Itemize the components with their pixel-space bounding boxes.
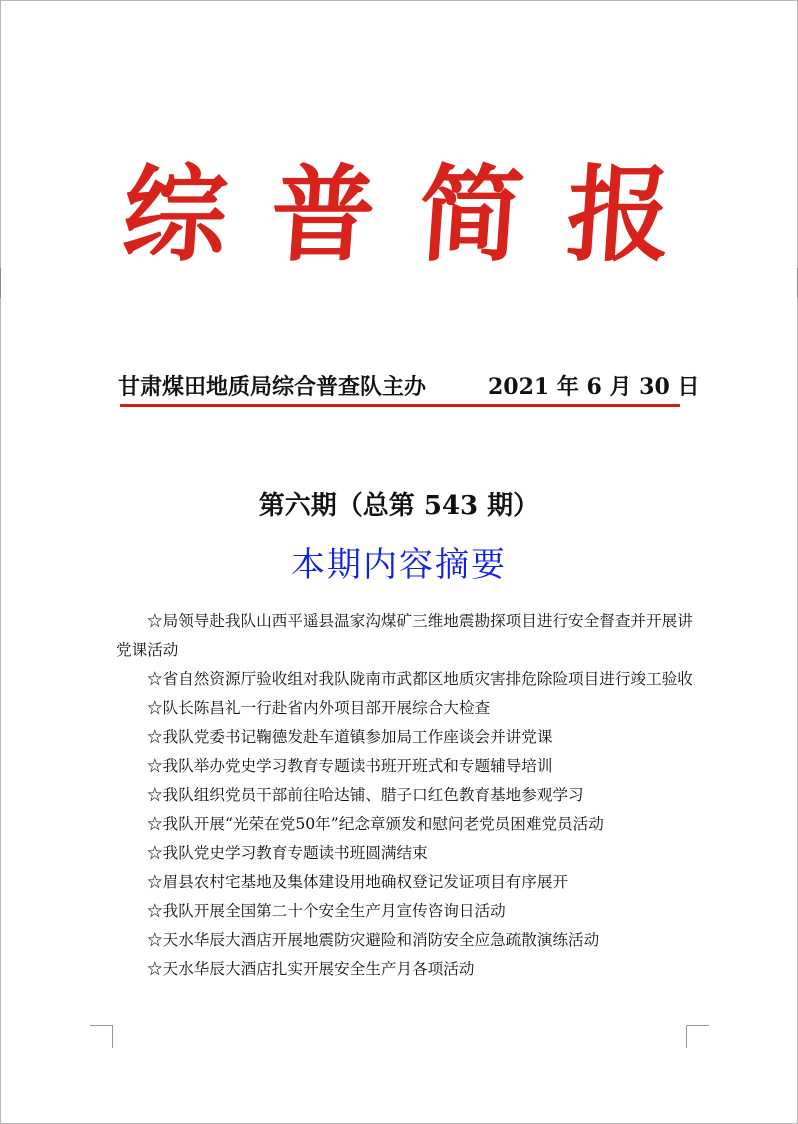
summary-item: ☆我队开展全国第二十个安全生产月宣传咨询日活动 bbox=[147, 902, 506, 920]
summary-item: ☆队长陈昌礼一行赴省内外项目部开展综合大检查 bbox=[147, 699, 491, 717]
summary-item: ☆我队党史学习教育专题读书班圆满结束 bbox=[147, 844, 428, 862]
summary-item: ☆我队举办党史学习教育专题读书班开班式和专题辅导培训 bbox=[147, 757, 553, 775]
summary-heading: 本期内容摘要 bbox=[291, 545, 507, 585]
issuer-line bbox=[118, 372, 700, 402]
summary-item: ☆天水华辰大酒店扎实开展安全生产月各项活动 bbox=[147, 960, 475, 978]
crop-mark-bottom-right bbox=[686, 1025, 709, 1048]
header-red-rule bbox=[120, 404, 680, 407]
summary-item: ☆我队组织党员干部前往哈达铺、腊子口红色教育基地参观学习 bbox=[147, 786, 584, 804]
issue-date: 2021 年 6 月 30 日 bbox=[488, 374, 700, 400]
summary-item: ☆天水华辰大酒店开展地震防灾避险和消防安全应急疏散演练活动 bbox=[147, 931, 600, 949]
summary-item: ☆我队开展“光荣在党50年”纪念章颁发和慰问老党员困难党员活动 bbox=[147, 815, 604, 833]
masthead-title: 综普简报 bbox=[118, 153, 720, 276]
issue-number: 第六期（总第 543 期） bbox=[258, 491, 540, 521]
summary-item: ☆我队党委书记鞠德发赴车道镇参加局工作座谈会并讲党课 bbox=[147, 728, 553, 746]
crop-mark-bottom-left bbox=[90, 1025, 113, 1048]
summary-item: ☆局领导赴我队山西平遥县温家沟煤矿三维地震勘探项目进行安全督查并开展讲党课活动 bbox=[116, 612, 693, 659]
summary-list bbox=[116, 607, 696, 984]
issuer-organizer: 甘肃煤田地质局综合普查队主办 bbox=[118, 374, 427, 400]
summary-item: ☆眉县农村宅基地及集体建设用地确权登记发证项目有序展开 bbox=[147, 873, 569, 891]
summary-item: ☆省自然资源厅验收组对我队陇南市武都区地质灾害排危除险项目进行竣工验收 bbox=[147, 670, 693, 688]
